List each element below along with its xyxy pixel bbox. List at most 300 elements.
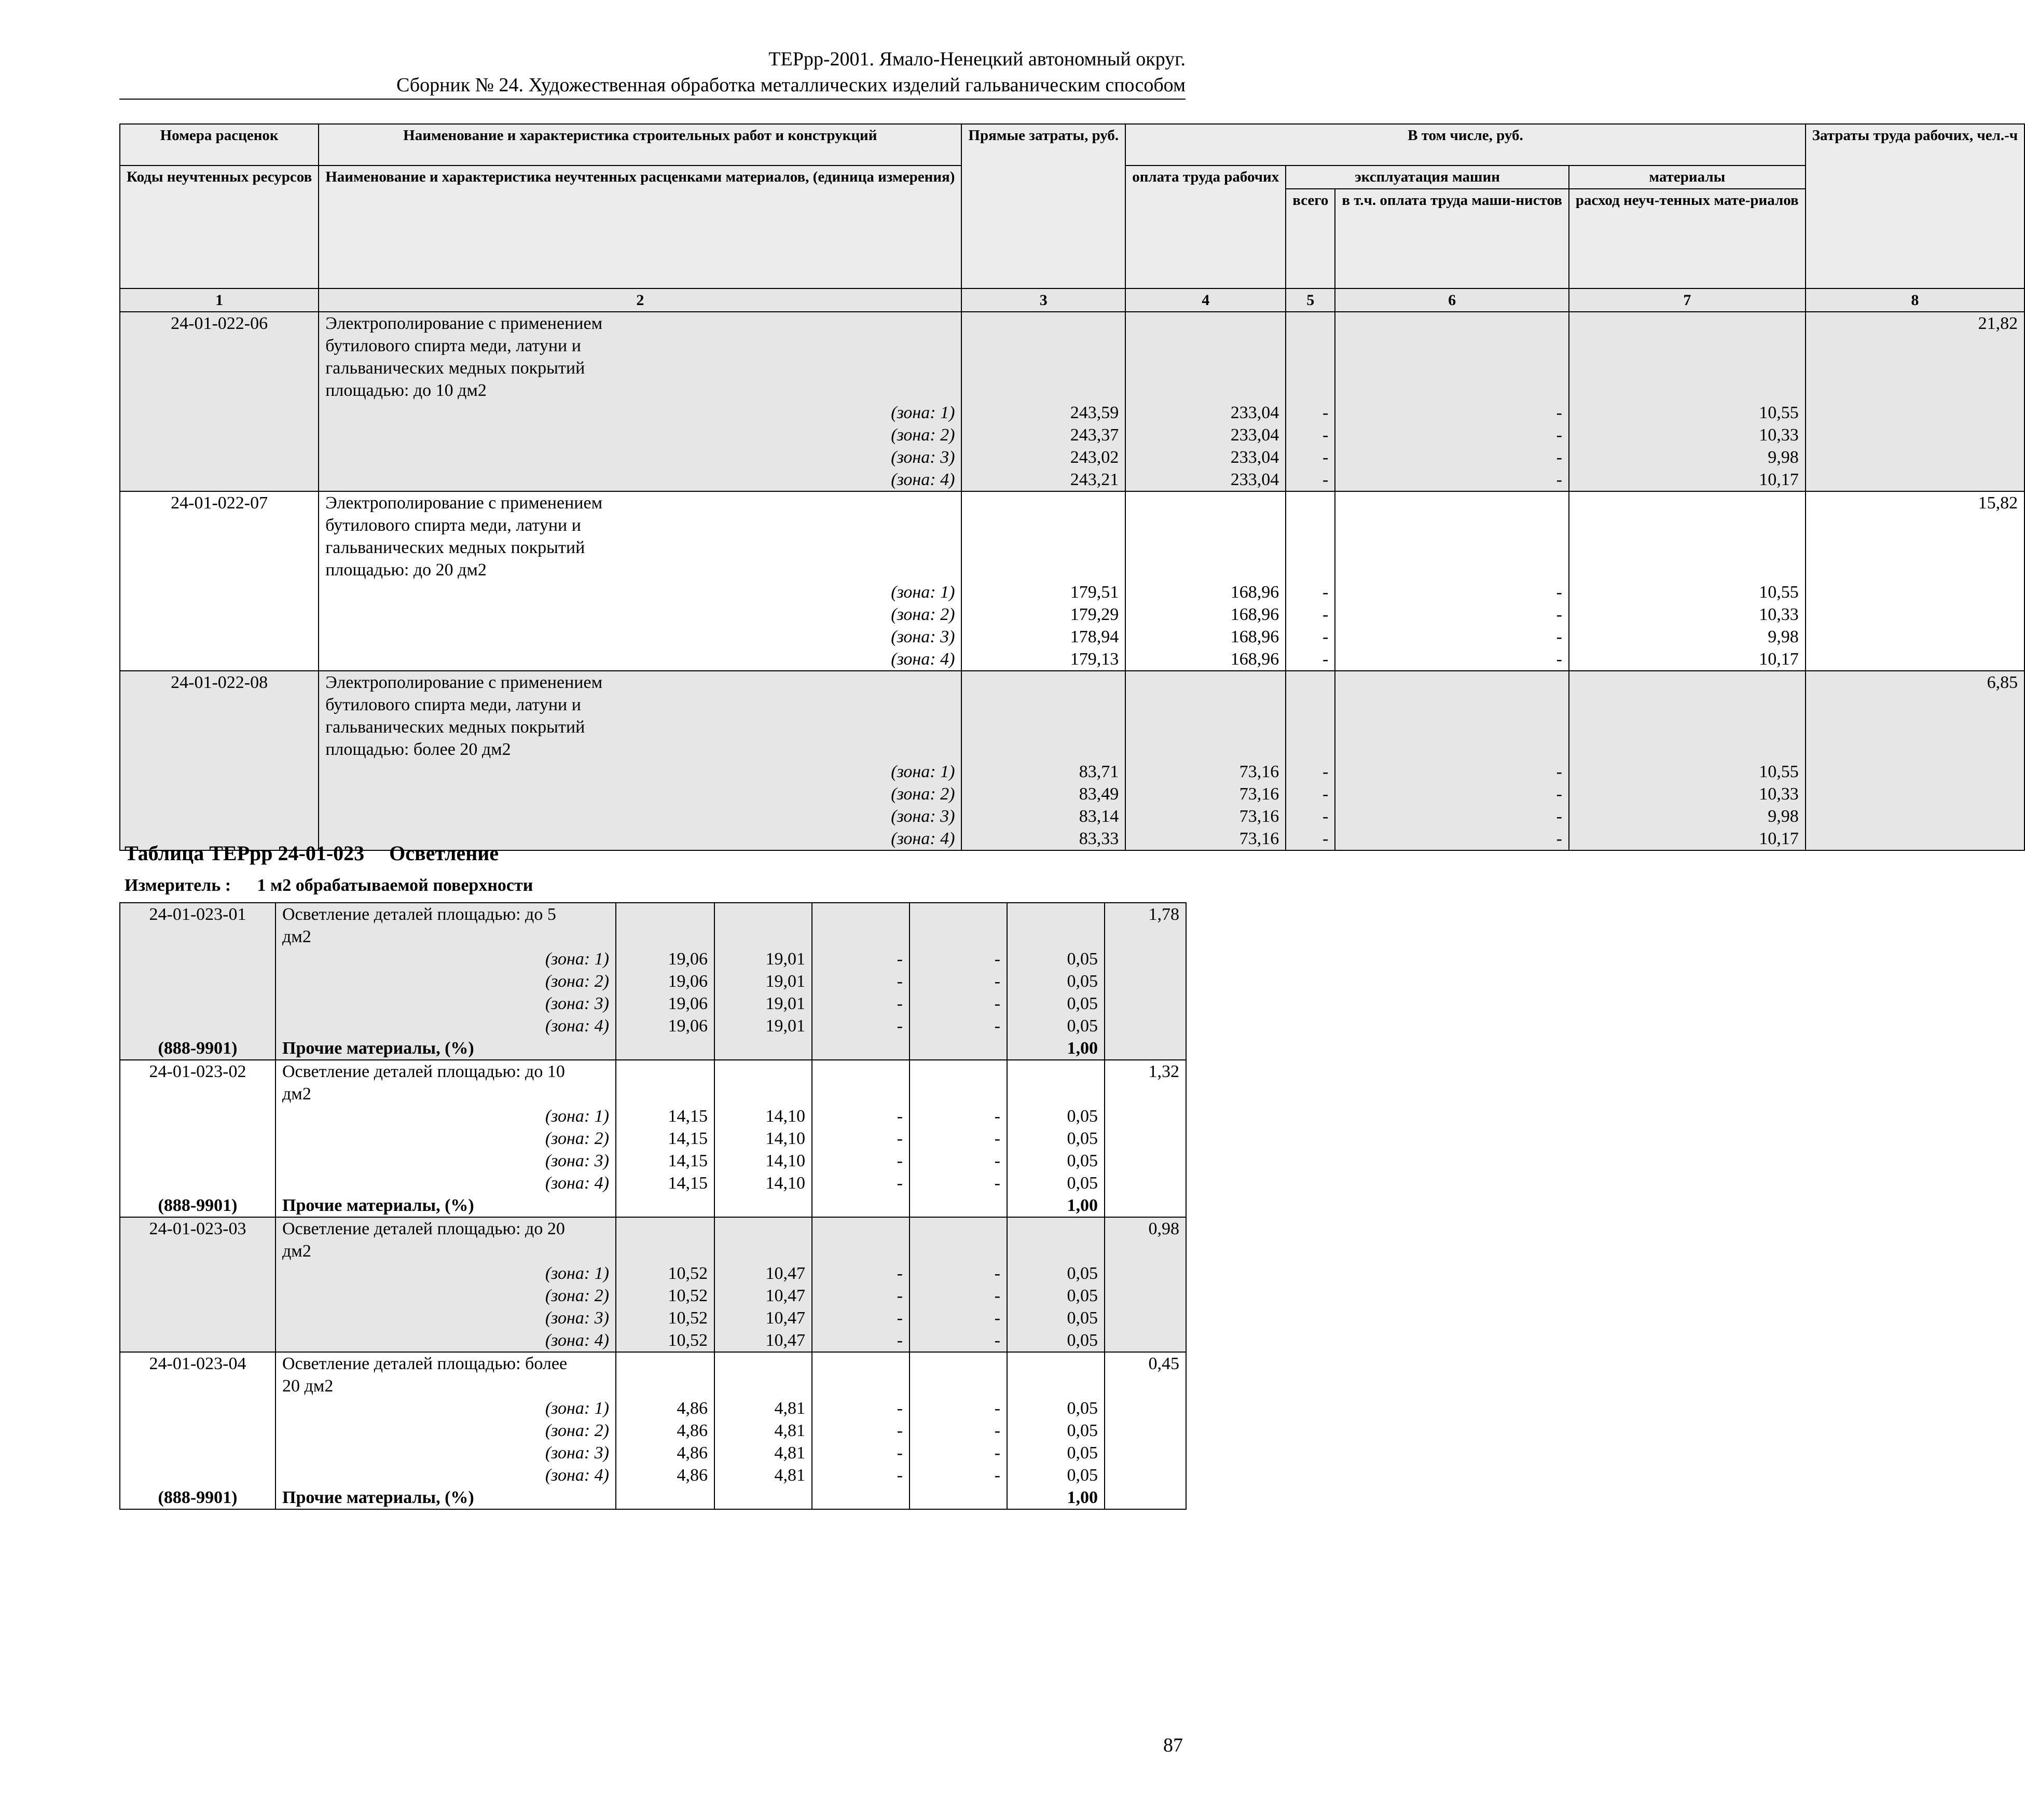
rate-code xyxy=(120,1083,275,1105)
worker-pay-value: 10,47 xyxy=(714,1307,812,1329)
col-number: 8 xyxy=(1806,288,2024,312)
zone-code-cell xyxy=(120,783,319,805)
machine-total-value: - xyxy=(812,1285,910,1307)
zone-label: (зона: 1) xyxy=(275,1397,616,1419)
operator-pay-cell xyxy=(1335,671,1569,694)
direct-costs-value: 4,86 xyxy=(616,1464,714,1486)
labor-cell xyxy=(1806,648,2024,671)
zone-label: (зона: 4) xyxy=(319,648,961,671)
materials-cell xyxy=(1569,335,1806,357)
direct-costs-value: 83,14 xyxy=(961,805,1125,828)
worker-pay-value: 168,96 xyxy=(1125,603,1286,626)
worker-pay-value: 233,04 xyxy=(1125,446,1286,468)
zone-row xyxy=(120,603,2024,626)
operator-pay-value: - xyxy=(910,1442,1007,1464)
direct-costs-value: 243,59 xyxy=(961,402,1125,424)
machine-total-cell xyxy=(1286,738,1335,761)
zone-row xyxy=(120,468,2024,491)
zone-label: (зона: 4) xyxy=(275,1329,616,1352)
zone-row xyxy=(120,424,2024,446)
rate-name-line: площадью: до 20 дм2 xyxy=(319,559,961,581)
rate-description-row xyxy=(120,1240,1186,1262)
direct-costs-value: 19,06 xyxy=(616,948,714,970)
direct-costs-value: 10,52 xyxy=(616,1285,714,1307)
machine-total-cell xyxy=(812,926,910,948)
table2-title-label: Таблица ТЕРрр 24-01-023 xyxy=(125,842,365,865)
machine-total-value: - xyxy=(1286,626,1335,648)
operator-pay-value: - xyxy=(1335,424,1569,446)
materials-value: 10,17 xyxy=(1569,468,1806,491)
zone-label: (зона: 1) xyxy=(319,761,961,783)
materials-value: 0,05 xyxy=(1007,1285,1105,1307)
worker-pay-value: 233,04 xyxy=(1125,468,1286,491)
zone-code-cell xyxy=(120,446,319,468)
materials-cell xyxy=(1569,312,1806,335)
zone-code-cell xyxy=(120,1419,275,1442)
operator-pay-value: - xyxy=(910,1464,1007,1486)
resource-row xyxy=(120,1037,1186,1060)
labor-cell xyxy=(1105,1419,1186,1442)
machine-total-cell xyxy=(1286,357,1335,379)
col-number: 3 xyxy=(961,288,1125,312)
worker-pay-cell xyxy=(1125,738,1286,761)
machine-total-cell xyxy=(1286,335,1335,357)
worker-pay-cell xyxy=(1125,357,1286,379)
materials-cell xyxy=(1007,1375,1105,1397)
labor-cell xyxy=(1105,1194,1186,1217)
labor-costs xyxy=(1806,559,2024,581)
rate-description-row xyxy=(120,312,2024,335)
zone-label: (зона: 2) xyxy=(275,1127,616,1150)
operator-pay-cell xyxy=(910,1037,1007,1060)
labor-costs xyxy=(1806,379,2024,402)
zone-code-cell xyxy=(120,1015,275,1037)
operator-pay-cell xyxy=(1335,514,1569,536)
worker-pay-value: 4,81 xyxy=(714,1397,812,1419)
machine-total-value: - xyxy=(812,992,910,1015)
rate-description-row xyxy=(120,694,2024,716)
col-material-name: Наименование и характеристика неучтенных расценками материалов, (единица измерения) xyxy=(319,166,961,288)
zone-label: (зона: 2) xyxy=(275,1285,616,1307)
operator-pay-value: - xyxy=(1335,446,1569,468)
operator-pay-cell xyxy=(910,903,1007,926)
operator-pay-cell xyxy=(910,1194,1007,1217)
operator-pay-value: - xyxy=(910,1105,1007,1127)
zone-label: (зона: 4) xyxy=(275,1015,616,1037)
zone-row xyxy=(120,626,2024,648)
machine-total-cell xyxy=(812,1083,910,1105)
materials-value: 0,05 xyxy=(1007,970,1105,992)
resource-code: (888-9901) xyxy=(120,1037,275,1060)
worker-pay-cell xyxy=(1125,716,1286,738)
labor-costs xyxy=(1806,357,2024,379)
labor-cell xyxy=(1105,1464,1186,1486)
operator-pay-value: - xyxy=(910,1307,1007,1329)
zone-code-cell xyxy=(120,1285,275,1307)
operator-pay-value: - xyxy=(1335,805,1569,828)
column-numbers-row xyxy=(120,288,2024,312)
zone-code-cell xyxy=(120,1307,275,1329)
materials-cell xyxy=(1569,379,1806,402)
operator-pay-value: - xyxy=(1335,402,1569,424)
operator-pay-value: - xyxy=(1335,581,1569,603)
worker-pay-value: 168,96 xyxy=(1125,626,1286,648)
rate-description-row xyxy=(120,559,2024,581)
materials-cell xyxy=(1569,738,1806,761)
operator-pay-value: - xyxy=(1335,783,1569,805)
labor-cell xyxy=(1105,992,1186,1015)
direct-costs-value: 19,06 xyxy=(616,970,714,992)
direct-costs-cell xyxy=(616,1486,714,1509)
rate-name-line: площадью: более 20 дм2 xyxy=(319,738,961,761)
materials-value: 0,05 xyxy=(1007,1464,1105,1486)
rate-name-line: дм2 xyxy=(275,1083,616,1105)
direct-costs-cell xyxy=(616,926,714,948)
labor-cell xyxy=(1105,948,1186,970)
labor-cell xyxy=(1105,1150,1186,1172)
col-worker-pay: оплата труда рабочих xyxy=(1125,166,1286,288)
machine-total-value: - xyxy=(812,1464,910,1486)
materials-value: 0,05 xyxy=(1007,1015,1105,1037)
zone-code-cell xyxy=(120,402,319,424)
zone-label: (зона: 4) xyxy=(319,468,961,491)
worker-pay-cell xyxy=(714,1217,812,1240)
worker-pay-cell xyxy=(714,1375,812,1397)
zone-label: (зона: 1) xyxy=(275,948,616,970)
zone-code-cell xyxy=(120,805,319,828)
direct-costs-cell xyxy=(961,514,1125,536)
labor-costs: 1,32 xyxy=(1105,1060,1186,1083)
col-number: 4 xyxy=(1125,288,1286,312)
zone-row xyxy=(120,1262,1186,1285)
operator-pay-value: - xyxy=(910,948,1007,970)
zone-row xyxy=(120,992,1186,1015)
operator-pay-cell xyxy=(910,1240,1007,1262)
rate-description-row xyxy=(120,1060,1186,1083)
machine-total-value: - xyxy=(1286,805,1335,828)
zone-code-cell xyxy=(120,948,275,970)
rate-code: 24-01-023-01 xyxy=(120,903,275,926)
direct-costs-value: 178,94 xyxy=(961,626,1125,648)
direct-costs-cell xyxy=(616,1194,714,1217)
labor-cell xyxy=(1105,1015,1186,1037)
zone-label: (зона: 2) xyxy=(275,970,616,992)
zone-row xyxy=(120,1329,1186,1352)
table2-title xyxy=(125,840,499,866)
machine-total-cell xyxy=(1286,312,1335,335)
table2-unit-label: Измеритель : xyxy=(125,876,231,895)
rate-name-line: 20 дм2 xyxy=(275,1375,616,1397)
rate-description-row xyxy=(120,1083,1186,1105)
direct-costs-cell xyxy=(616,1060,714,1083)
col-machine-operation: эксплуатация машин xyxy=(1286,166,1569,189)
machine-total-value: - xyxy=(812,1397,910,1419)
rate-code: 24-01-023-04 xyxy=(120,1352,275,1375)
col-unaccounted-materials: расход неуч-тенных мате-риалов xyxy=(1569,189,1806,288)
direct-costs-cell xyxy=(616,1083,714,1105)
page-number: 87 xyxy=(1163,1734,1183,1756)
materials-cell xyxy=(1569,491,1806,514)
operator-pay-cell xyxy=(1335,536,1569,559)
labor-costs xyxy=(1806,738,2024,761)
labor-costs: 15,82 xyxy=(1806,491,2024,514)
materials-value: 0,05 xyxy=(1007,1419,1105,1442)
worker-pay-cell xyxy=(714,926,812,948)
worker-pay-value: 233,04 xyxy=(1125,424,1286,446)
resource-value: 1,00 xyxy=(1007,1194,1105,1217)
operator-pay-value: - xyxy=(1335,828,1569,850)
labor-cell xyxy=(1806,805,2024,828)
materials-value: 0,05 xyxy=(1007,948,1105,970)
worker-pay-cell xyxy=(1125,491,1286,514)
zone-row xyxy=(120,1464,1186,1486)
direct-costs-cell xyxy=(961,536,1125,559)
worker-pay-value: 4,81 xyxy=(714,1419,812,1442)
zone-label: (зона: 3) xyxy=(275,1150,616,1172)
col-number: 6 xyxy=(1335,288,1569,312)
zone-label: (зона: 4) xyxy=(319,828,961,850)
labor-cell xyxy=(1105,1127,1186,1150)
operator-pay-value: - xyxy=(1335,761,1569,783)
rate-description-row xyxy=(120,1352,1186,1375)
direct-costs-value: 4,86 xyxy=(616,1397,714,1419)
direct-costs-cell xyxy=(616,1240,714,1262)
rate-description-row xyxy=(120,379,2024,402)
worker-pay-cell xyxy=(1125,536,1286,559)
rate-name-line: площадью: до 10 дм2 xyxy=(319,379,961,402)
labor-cell xyxy=(1105,1486,1186,1509)
worker-pay-cell xyxy=(714,903,812,926)
rate-code: 24-01-023-02 xyxy=(120,1060,275,1083)
direct-costs-cell xyxy=(961,559,1125,581)
zone-label: (зона: 3) xyxy=(319,446,961,468)
zone-code-cell xyxy=(120,1397,275,1419)
operator-pay-value: - xyxy=(910,1329,1007,1352)
worker-pay-cell xyxy=(714,1194,812,1217)
zone-row xyxy=(120,1150,1186,1172)
machine-total-value: - xyxy=(1286,468,1335,491)
machine-total-value: - xyxy=(1286,446,1335,468)
worker-pay-cell xyxy=(1125,312,1286,335)
labor-cell xyxy=(1806,783,2024,805)
zone-label: (зона: 2) xyxy=(319,783,961,805)
materials-cell xyxy=(1007,1217,1105,1240)
worker-pay-cell xyxy=(1125,379,1286,402)
operator-pay-value: - xyxy=(910,1015,1007,1037)
worker-pay-cell xyxy=(1125,559,1286,581)
materials-value: 10,17 xyxy=(1569,648,1806,671)
operator-pay-cell xyxy=(910,1375,1007,1397)
direct-costs-value: 14,15 xyxy=(616,1150,714,1172)
materials-cell xyxy=(1569,716,1806,738)
labor-costs xyxy=(1105,1240,1186,1262)
zone-row xyxy=(120,648,2024,671)
worker-pay-value: 19,01 xyxy=(714,970,812,992)
direct-costs-value: 179,51 xyxy=(961,581,1125,603)
rate-description-row xyxy=(120,357,2024,379)
direct-costs-cell xyxy=(961,335,1125,357)
operator-pay-cell xyxy=(1335,559,1569,581)
worker-pay-value: 14,10 xyxy=(714,1127,812,1150)
materials-value: 10,55 xyxy=(1569,581,1806,603)
resource-name: Прочие материалы, (%) xyxy=(275,1486,616,1509)
labor-costs xyxy=(1806,716,2024,738)
resource-code: (888-9901) xyxy=(120,1194,275,1217)
machine-total-value: - xyxy=(1286,783,1335,805)
machine-total-cell xyxy=(812,1037,910,1060)
zone-code-cell xyxy=(120,468,319,491)
rate-description-row xyxy=(120,536,2024,559)
direct-costs-cell xyxy=(616,1037,714,1060)
labor-costs xyxy=(1105,926,1186,948)
machine-total-cell xyxy=(1286,694,1335,716)
labor-cell xyxy=(1105,1397,1186,1419)
rate-name-line: Осветление деталей площадью: до 5 xyxy=(275,903,616,926)
rate-name-line: дм2 xyxy=(275,1240,616,1262)
materials-value: 0,05 xyxy=(1007,1150,1105,1172)
materials-value: 0,05 xyxy=(1007,992,1105,1015)
direct-costs-cell xyxy=(616,1352,714,1375)
col-work-name: Наименование и характеристика строительных работ и конструкций xyxy=(319,124,961,166)
worker-pay-value: 168,96 xyxy=(1125,648,1286,671)
machine-total-cell xyxy=(812,1060,910,1083)
machine-total-value: - xyxy=(812,1127,910,1150)
machine-total-cell xyxy=(812,1240,910,1262)
labor-costs: 0,45 xyxy=(1105,1352,1186,1375)
direct-costs-cell xyxy=(961,671,1125,694)
machine-total-value: - xyxy=(812,1015,910,1037)
worker-pay-value: 4,81 xyxy=(714,1464,812,1486)
machine-total-cell xyxy=(812,1217,910,1240)
zone-code-cell xyxy=(120,603,319,626)
resource-code: (888-9901) xyxy=(120,1486,275,1509)
resource-row xyxy=(120,1194,1186,1217)
direct-costs-cell xyxy=(961,379,1125,402)
direct-costs-value: 179,13 xyxy=(961,648,1125,671)
labor-costs xyxy=(1806,536,2024,559)
zone-row xyxy=(120,761,2024,783)
machine-total-value: - xyxy=(1286,402,1335,424)
direct-costs-value: 243,37 xyxy=(961,424,1125,446)
worker-pay-value: 233,04 xyxy=(1125,402,1286,424)
labor-cell xyxy=(1105,1172,1186,1194)
operator-pay-cell xyxy=(1335,357,1569,379)
rate-code xyxy=(120,1240,275,1262)
labor-cell xyxy=(1806,828,2024,850)
rate-code xyxy=(120,559,319,581)
operator-pay-cell xyxy=(910,1486,1007,1509)
zone-label: (зона: 4) xyxy=(275,1172,616,1194)
direct-costs-cell xyxy=(961,738,1125,761)
resource-name: Прочие материалы, (%) xyxy=(275,1194,616,1217)
rate-name-line: гальванических медных покрытий xyxy=(319,536,961,559)
rates-table xyxy=(119,123,2025,851)
materials-value: 0,05 xyxy=(1007,1127,1105,1150)
direct-costs-value: 83,33 xyxy=(961,828,1125,850)
zone-label: (зона: 2) xyxy=(319,603,961,626)
resource-value: 1,00 xyxy=(1007,1037,1105,1060)
zone-code-cell xyxy=(120,1105,275,1127)
machine-total-cell xyxy=(1286,559,1335,581)
zone-row xyxy=(120,402,2024,424)
zone-label: (зона: 3) xyxy=(275,1442,616,1464)
resource-value: 1,00 xyxy=(1007,1486,1105,1509)
col-number: 7 xyxy=(1569,288,1806,312)
worker-pay-cell xyxy=(714,1240,812,1262)
materials-cell xyxy=(1007,1060,1105,1083)
col-operator-pay: в т.ч. оплата труда маши-нистов xyxy=(1335,189,1569,288)
zone-row xyxy=(120,948,1186,970)
zone-row xyxy=(120,581,2024,603)
materials-cell xyxy=(1007,1240,1105,1262)
worker-pay-cell xyxy=(1125,514,1286,536)
operator-pay-cell xyxy=(1335,312,1569,335)
rate-description-row xyxy=(120,671,2024,694)
header-divider xyxy=(119,99,1186,100)
direct-costs-value: 4,86 xyxy=(616,1442,714,1464)
operator-pay-value: - xyxy=(910,1150,1007,1172)
zone-row xyxy=(120,1442,1186,1464)
col-number: 5 xyxy=(1286,288,1335,312)
direct-costs-value: 14,15 xyxy=(616,1172,714,1194)
worker-pay-value: 73,16 xyxy=(1125,761,1286,783)
direct-costs-value: 83,49 xyxy=(961,783,1125,805)
rate-description-row xyxy=(120,1217,1186,1240)
machine-total-value: - xyxy=(812,1329,910,1352)
operator-pay-cell xyxy=(1335,379,1569,402)
worker-pay-value: 14,10 xyxy=(714,1105,812,1127)
rate-code: 24-01-023-03 xyxy=(120,1217,275,1240)
labor-cell xyxy=(1806,626,2024,648)
materials-value: 0,05 xyxy=(1007,1307,1105,1329)
rate-code xyxy=(120,379,319,402)
machine-total-cell xyxy=(1286,514,1335,536)
operator-pay-cell xyxy=(1335,738,1569,761)
zone-row xyxy=(120,446,2024,468)
rate-description-row xyxy=(120,491,2024,514)
rate-code xyxy=(120,716,319,738)
labor-costs: 1,78 xyxy=(1105,903,1186,926)
materials-cell xyxy=(1007,1083,1105,1105)
materials-value: 9,98 xyxy=(1569,446,1806,468)
worker-pay-cell xyxy=(714,1083,812,1105)
worker-pay-value: 4,81 xyxy=(714,1442,812,1464)
rate-code xyxy=(120,926,275,948)
machine-total-value: - xyxy=(1286,761,1335,783)
rate-description-row xyxy=(120,926,1186,948)
materials-value: 0,05 xyxy=(1007,1172,1105,1194)
zone-code-cell xyxy=(120,970,275,992)
col-including: В том числе, руб. xyxy=(1125,124,1806,166)
direct-costs-cell xyxy=(616,1375,714,1397)
machine-total-value: - xyxy=(812,1150,910,1172)
col-materials: материалы xyxy=(1569,166,1806,189)
machine-total-cell xyxy=(1286,536,1335,559)
col-machine-total: всего xyxy=(1286,189,1335,288)
worker-pay-value: 10,47 xyxy=(714,1285,812,1307)
machine-total-value: - xyxy=(1286,603,1335,626)
labor-costs xyxy=(1806,335,2024,357)
machine-total-value: - xyxy=(812,1105,910,1127)
labor-cell xyxy=(1806,446,2024,468)
materials-value: 10,55 xyxy=(1569,761,1806,783)
machine-total-cell xyxy=(1286,716,1335,738)
rate-code xyxy=(120,536,319,559)
machine-total-cell xyxy=(1286,491,1335,514)
zone-code-cell xyxy=(120,648,319,671)
zone-code-cell xyxy=(120,1329,275,1352)
direct-costs-value: 243,21 xyxy=(961,468,1125,491)
